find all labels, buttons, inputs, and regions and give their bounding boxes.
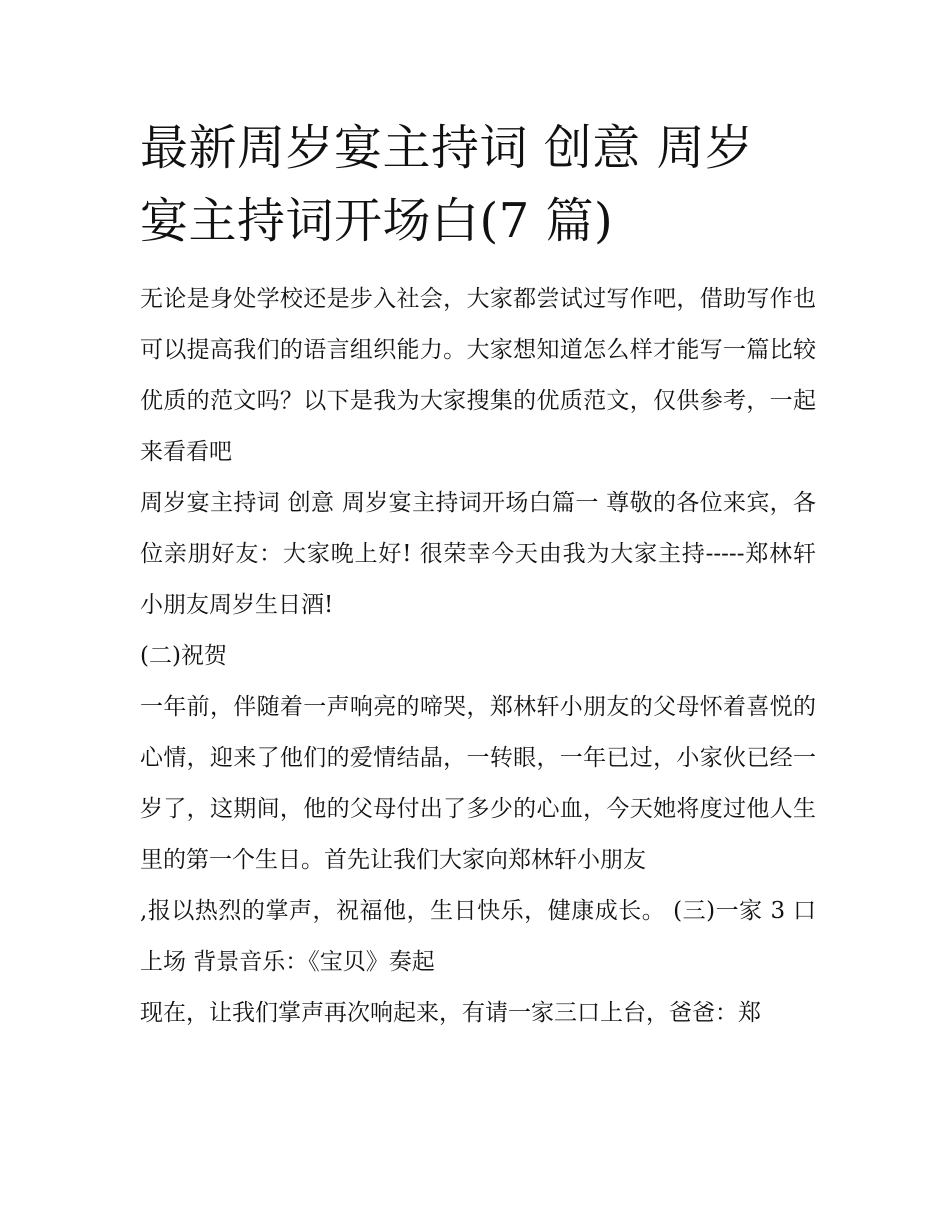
body-paragraph: 现在，让我们掌声再次响起来，有请一家三口上台，爸爸：郑	[140, 1000, 761, 1026]
document-title	[140, 112, 816, 258]
title-line-2: 宴主持词开场白(7 篇)	[140, 193, 614, 249]
body-paragraph: 一年前，伴随着一声响亮的啼哭，郑林轩小朋友的父母怀着喜悦的心情，迎来了他们的爱情结晶，一转眼，一年已过，小家伙已经一岁了，这期间，他的父母付出了多少的心血，今天她将度过他人生里的第一个生日。首先让我们大家向郑林轩小朋友	[140, 694, 816, 873]
title-line-1: 最新周岁宴主持词 创意 周岁	[140, 120, 754, 176]
body-paragraph: ,报以热烈的掌声，祝福他，生日快乐，健康成长。 (三)一家 3 口上场 背景音乐：《宝贝》奏起	[140, 898, 816, 975]
document-page	[140, 112, 816, 1039]
intro-paragraph: 无论是身处学校还是步入社会，大家都尝试过写作吧，借助写作也可以提高我们的语言组织能力。大家想知道怎么样才能写一篇比较优质的范文吗？以下是我为大家搜集的优质范文，仅供参考，一起来看看吧	[140, 286, 816, 465]
section-heading: (二)祝贺	[140, 643, 227, 669]
opening-paragraph: 周岁宴主持词 创意 周岁宴主持词开场白篇一 尊敬的各位来宾，各位亲朋好友：大家晚上好! 很荣幸今天由我为大家主持-----郑林轩小朋友周岁生日酒!	[140, 490, 816, 618]
